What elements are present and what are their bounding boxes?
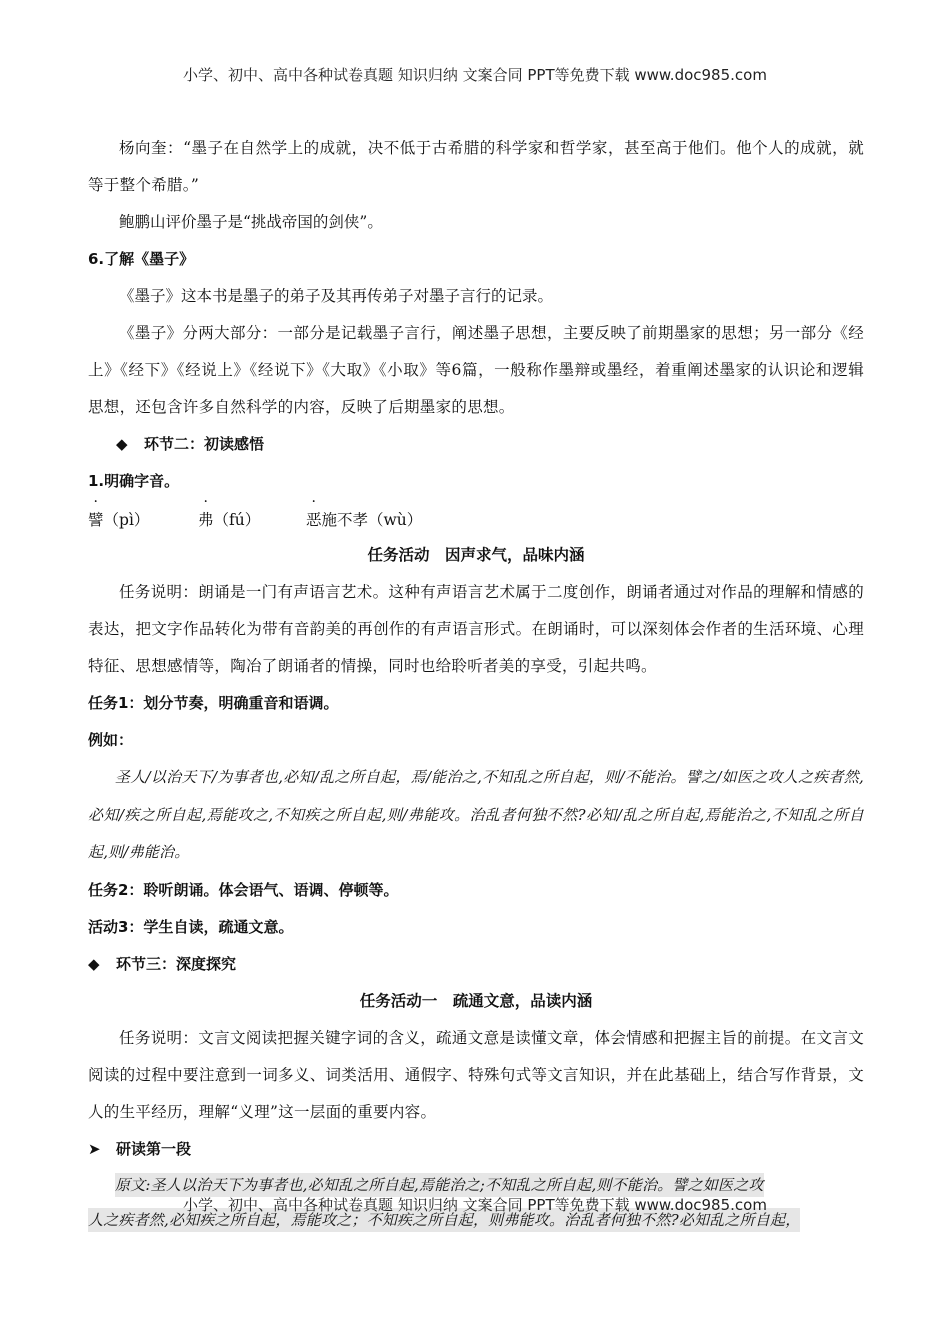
activity-three-heading: 活动3：学生自读，疏通文意。 [88, 917, 294, 936]
section-three-heading [88, 946, 864, 983]
section-three-label: 环节三：深度探究 [116, 954, 237, 973]
diamond-bullet-icon: ◆ [116, 435, 128, 453]
pronunciation-row [88, 500, 864, 537]
task-activity-one-title: 任务活动一 疏通文意，品读内涵 [359, 991, 593, 1010]
subsection-label: 研读第一段 [116, 1139, 192, 1158]
pronunciation-item [88, 508, 149, 530]
task-activity-title: 任务活动 因声求气，品味内涵 [367, 546, 585, 564]
section-two-heading [88, 426, 864, 463]
mozi-structure-paragraph: 《墨子》分两大部分：一部分是记载墨子言行，阐述墨子思想，主要反映了前期墨家的思想；另一部分《经上》《经下》《经说上》《经说下》《大取》《小取》等6篇，一般称作墨辩或墨经，着重阐述墨家的认识论和逻辑思想，还包含许多自然科学的内容，反映了后期墨家的思想。 [88, 324, 864, 416]
original-text-line: 原文:圣人以治天下为事者也,必知乱之所自起,焉能治之;不知乱之所自起,则不能治。譬之如医之攻 [115, 1173, 764, 1197]
pronunciation-value: 施不孝（wù） [321, 511, 423, 529]
page-footer: 小学、初中、高中各种试卷真题 知识归纳 文案合同 PPT等免费下载 www.doc985.com [183, 1196, 767, 1214]
heading-understand-mozi: 6.了解《墨子》 [88, 250, 195, 268]
pronunciation-item [306, 508, 422, 530]
example-rhythm-text: 圣人/以治天下/为事者也,必知/乱之所自起，焉/能治之,不知乱之所自起，则/不能治。譬之/如医之攻人之疾者然,必知/疾之所自起,焉能攻之,不知疾之所自起,则/弗能攻。治乱者何独不然?必知/乱之所自起,焉能治之,不知乱之所自起,则/弗能治。 [88, 768, 864, 861]
arrow-bullet-icon: ➤ [88, 1139, 101, 1158]
mozi-intro-paragraph: 《墨子》这本书是墨子的弟子及其再传弟子对墨子言行的记录。 [119, 287, 554, 305]
pronunciation-value: （fú） [213, 511, 261, 529]
quote-bao-pengshan: 鲍鹏山评价墨子是“挑战帝国的剑侠”。 [119, 213, 383, 231]
task-one-heading: 任务1：划分节奏，明确重音和语调。 [88, 694, 339, 712]
emphasis-char: 譬 [88, 511, 104, 529]
original-text-line: 人之疾者然,必知疾之所自起，焉能攻之；不知疾之所自起，则弗能攻。治乱者何独不然?必知乱之所自起， [88, 1208, 800, 1232]
example-label: 例如： [88, 731, 134, 749]
pronunciation-item [198, 508, 260, 530]
task-description-recitation: 任务说明：朗诵是一门有声语言艺术。这种有声语言艺术属于二度创作，朗诵者通过对作品的理解和情感的表达，把文字作品转化为带有音韵美的再创作的有声语言形式。在朗诵时，可以深刻体会作者的生活环境、心理特征、思想感情等，陶冶了朗诵者的情操，同时也给聆听者美的享受，引起共鸣。 [88, 583, 864, 675]
emphasis-char: 弗 [198, 511, 214, 529]
document-body [88, 130, 864, 1238]
task-description-classical: 任务说明：文言文阅读把握关键字词的含义，疏通文意是读懂文章，体会情感和把握主旨的前提。在文言文阅读的过程中要注意到一词多义、词类活用、通假字、特殊句式等文言知识，并在此基础上，结合写作背景，文人的生平经历，理解“义理”这一层面的重要内容。 [88, 1028, 864, 1121]
task-two-heading: 任务2：聆听朗诵。体会语气、语调、停顿等。 [88, 880, 399, 899]
pronunciation-heading: 1.明确字音。 [88, 472, 180, 490]
subsection-heading [88, 1131, 864, 1168]
page-header: 小学、初中、高中各种试卷真题 知识归纳 文案合同 PPT等免费下载 www.doc985.com [183, 66, 767, 84]
section-two-label: 环节二：初读感悟 [144, 435, 265, 453]
quote-yang-xiangkui: 杨向奎：“墨子在自然学上的成就，决不低于古希腊的科学家和哲学家，甚至高于他们。他个人的成就，就等于整个希腊。” [88, 139, 864, 194]
diamond-bullet-icon: ◆ [88, 954, 100, 973]
pronunciation-value: （pì） [103, 511, 150, 529]
emphasis-char: 恶 [306, 511, 322, 529]
